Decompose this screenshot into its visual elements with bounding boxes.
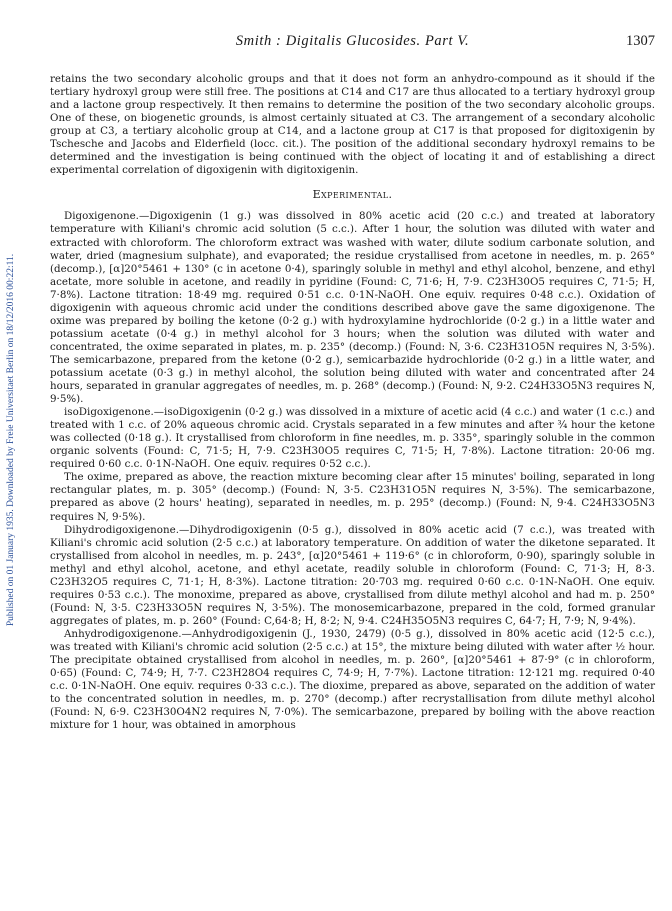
sidebar-note-text: Published on 01 January 1935. Downloaded by Freie Universitaet Berlin on 18/12/2016 00:22:11.	[6, 253, 16, 627]
intro-paragraph: retains the two secondary alcoholic groups and that it does not form an anhydro-compound as it should if the tertiary hydroxyl group were still free. The positions at C14 and C17 are thus allocated to a tertiary hydroxyl group and a lactone group respectively. It then remains to determine the position of the two secondary alcoholic groups. One of these, on biogenetic grounds, is almost certainly situated at C3. The arrangement of a secondary alcoholic group at C3, a tertiary alcoholic group at C14, and a lactone group at C17 is that proposed for digitoxigenin by Tschesche and Jacobs and Elderfield (locc. cit.). The position of the additional secondary hydroxyl remains to be determined and the investigation is being continued with the object of locating it and of establishing a direct experimental correlation of digoxigenin with digitoxigenin.	[50, 73, 655, 177]
article-body	[50, 73, 655, 732]
paper-page	[50, 33, 655, 732]
publication-sidebar-note	[4, 140, 18, 740]
page-number: 1307	[626, 33, 655, 49]
paragraph-anhydrodigoxigenone: Anhydrodigoxigenone.—Anhydrodigoxigenin (J., 1930, 2479) (0·5 g.), dissolved in 80% acetic acid (12·5 c.c.), was treated with Kiliani's chromic acid solution (2·5 c.c.) at 15°, the mixture being diluted with water after ½ hour. The precipitate obtained crystallised from alcohol in needles, m. p. 260°, [α]20°5461 + 87·9° (c in chloroform, 0·65) (Found: C, 74·9; H, 7·7. C23H28O4 requires C, 74·9; H, 7·7%). Lactone titration: 12·121 mg. required 0·40 c.c. 0·1N-NaOH. One equiv. requires 0·33 c.c.). The dioxime, prepared as above, separated on the addition of water to the concentrated solution in needles, m. p. 270° (decomp.) after recrystallisation from dilute methyl alcohol (Found: N, 6·9. C23H30O4N2 requires N, 7·0%). The semicarbazone, prepared by boiling with the above reaction mixture for 1 hour, was obtained in amorphous	[50, 627, 655, 732]
running-title: Smith : Digitalis Glucosides. Part V.	[235, 33, 470, 49]
paragraph-isodigoxigenone: isoDigoxigenone.—isoDigoxigenin (0·2 g.) was dissolved in a mixture of acetic acid (4 c.c.) and water (1 c.c.) and treated with 1 c.c. of 20% aqueous chromic acid. Crystals separated in a few minutes and after ¾ hour the ketone was collected (0·18 g.). It crystallised from chloroform in fine needles, m. p. 335°, sparingly soluble in the common organic solvents (Found: C, 71·5; H, 7·9. C23H30O5 requires C, 71·5; H, 7·8%). Lactone titration: 20·06 mg. required 0·60 c.c. 0·1N-NaOH. One equiv. requires 0·52 c.c.).	[50, 406, 655, 471]
paragraph-dihydrodigoxigenone: Dihydrodigoxigenone.—Dihydrodigoxigenin (0·5 g.), dissolved in 80% acetic acid (7 c.c.), was treated with Kiliani's chromic acid solution (2·5 c.c.) at laboratory temperature. On addition of water the diketone separated. It crystallised from alcohol in needles, m. p. 243°, [α]20°5461 + 119·6° (c in chloroform, 0·90), sparingly soluble in methyl and ethyl alcohol, acetone, and ethyl acetate, readily soluble in chloroform (Found: C, 71·3; H, 8·3. C23H32O5 requires C, 71·1; H, 8·3%). Lactone titration: 20·703 mg. required 0·60 c.c. 0·1N-NaOH. One equiv. requires 0·53 c.c.). The monoxime, prepared as above, crystallised from dilute methyl alcohol and had m. p. 250° (Found: N, 3·5. C23H33O5N requires N, 3·5%). The monosemicarbazone, prepared in the cold, formed granular aggregates of plates, m. p. 260° (Found: C,64·8; H, 8·2; N, 9·4. C24H35O5N3 requires C, 64·7; H, 7·9; N, 9·4%).	[50, 523, 655, 627]
page-header	[50, 33, 655, 51]
paragraph-isodigoxigenone-oxime: The oxime, prepared as above, the reaction mixture becoming clear after 15 minutes' boiling, separated in long rectangular plates, m. p. 305° (decomp.) (Found: N, 3·5. C23H31O5N requires N, 3·5%). The semicarbazone, prepared as above (2 hours' heating), separated in needles, m. p. 295° (decomp.) (Found: N, 9·4. C24H33O5N3 requires N, 9·5%).	[50, 471, 655, 523]
paragraph-digoxigenone: Digoxigenone.—Digoxigenin (1 g.) was dissolved in 80% acetic acid (20 c.c.) and treated at laboratory temperature with Kiliani's chromic acid solution (5 c.c.). After 1 hour, the solution was diluted with water and extracted with chloroform. The chloroform extract was washed with water, dilute sodium carbonate solution, and water, dried (magnesium sulphate), and evaporated; the residue crystallised from acetone in needles, m. p. 265° (decomp.), [α]20°5461 + 130° (c in acetone 0·4), sparingly soluble in methyl and ethyl alcohol, benzene, and ethyl acetate, more soluble in acetone, and readily in pyridine (Found: C, 71·6; H, 7·9. C23H30O5 requires C, 71·5; H, 7·8%). Lactone titration: 18·49 mg. required 0·51 c.c. 0·1N-NaOH. One equiv. requires 0·48 c.c.). Oxidation of digoxigenin with aqueous chromic acid under the conditions described above gave the same digoxigenone. The oxime was prepared by boiling the ketone (0·2 g.) with hydroxylamine hydrochloride (0·2 g.) in a little water and potassium acetate (0·4 g.) in methyl alcohol for 3 hours; when the solution was diluted with water and concentrated, the oxime separated in plates, m. p. 235° (decomp.) (Found: N, 3·6. C23H31O5N requires N, 3·5%). The semicarbazone, prepared from the ketone (0·2 g.), semicarbazide hydrochloride (0·2 g.) in a little water, and potassium acetate (0·3 g.) in methyl alcohol, the solution being diluted with water and concentrated after 24 hours, separated in granular aggregates of needles, m. p. 268° (decomp.) (Found: N, 9·2. C24H33O5N3 requires N, 9·5%).	[50, 210, 655, 406]
section-heading-experimental: Experimental.	[312, 188, 393, 202]
